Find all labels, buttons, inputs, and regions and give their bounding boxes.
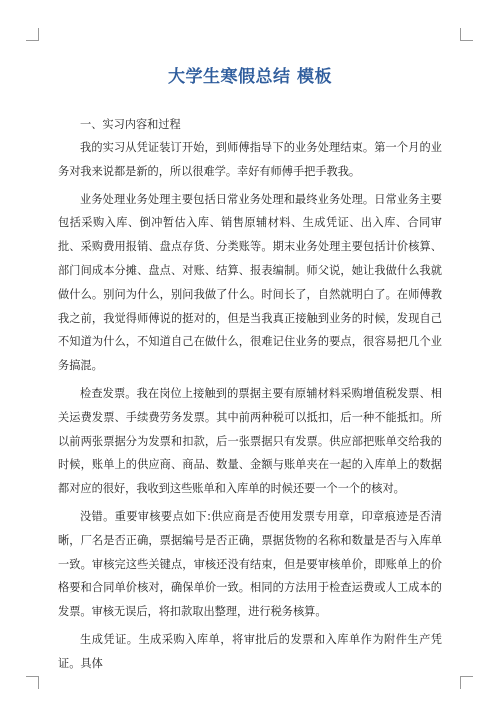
paragraph: 业务处理业务处理主要包括日常业务处理和最终业务处理。日常业务主要包括采购入库、倒冲暂估入库、销售原辅材料、生成凭证、出入库、合同审批、采购费用报销、盘点存货、分类账等。期末业务处理主要包括计价核算、部门间成本分摊、盘点、对账、结算、报表编制。师父说，她让我做什么我就做什么。别问为什么，别问我做了什么。时间长了，自然就明白了。在师傅教我之前，我觉得师傅说的挺对的，但是当我真正接触到业务的时候，发现自己不知道为什么，不知道自己在做什么，很难记住业务的要点，很容易把几个业务搞混。 <box>58 192 442 373</box>
paragraph: 生成凭证。生成采购入库单，将审批后的发票和入库单作为附件生产凭证。具体 <box>58 632 442 670</box>
crop-mark-top-right <box>460 28 473 41</box>
paragraph: 我的实习从凭证装订开始，到师傅指导下的业务处理结束。第一个月的业务对我来说都是新的，所以很难学。幸好有师傅手把手教我。 <box>58 141 442 178</box>
document-title: 大学生寒假总结 模板 <box>168 67 332 87</box>
paragraph: 检查发票。我在岗位上接触到的票据主要有原辅材料采购增值税发票、相关运费发票、手续费劳务发票。其中前两种税可以抵扣，后一种不能抵扣。所以前两张票据分为发票和扣款，后一张票据只有发票。供应部把账单交给我的时候，账单上的供应商、商品、数量、金额与账单夹在一起的入库单上的数据都对应的很好，我收到这些账单和入库单的时候还要一个一个的核对。 <box>58 386 442 496</box>
crop-mark-bottom-left <box>26 676 39 689</box>
crop-mark-top-left <box>26 28 39 41</box>
section-heading: 一、实习内容和过程 <box>80 118 181 131</box>
document-body <box>58 136 442 680</box>
paragraph: 没错。重要审核要点如下:供应商是否使用发票专用章，印章痕迹是否清晰，厂名是否正确，票据编号是否正确，票据货物的名称和数量是否与入库单一致。审核完这些关键点，审核还没有结束，但是要审核单价，即账单上的价格要和合同单价核对，确保单价一致。相同的方法用于检查运费或人工成本的发票。审核无误后，将扣款取出整理，进行税务核算。 <box>58 509 442 619</box>
crop-mark-bottom-right <box>460 676 473 689</box>
